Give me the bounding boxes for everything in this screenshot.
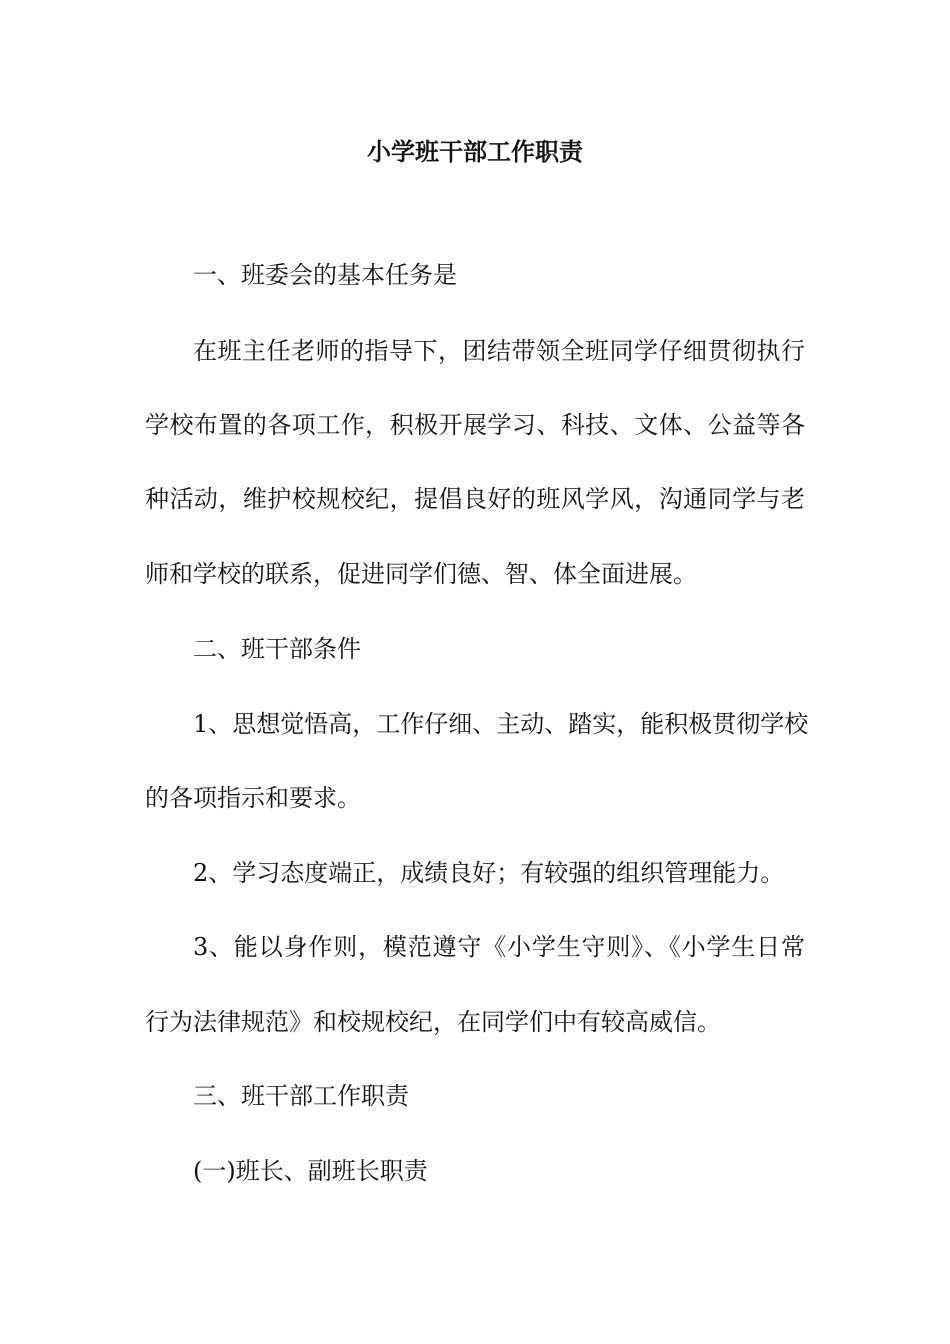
section-heading-1: 一、班委会的基本任务是 xyxy=(193,261,457,289)
paragraph-line: 师和学校的联系，促进同学们德、智、体全面进展。 xyxy=(145,560,697,588)
paragraph-line: 1、思想觉悟高，工作仔细、主动、踏实，能积极贯彻学校 xyxy=(193,710,809,738)
paragraph-line: 学校布置的各项工作，积极开展学习、科技、文体、公益等各 xyxy=(145,411,805,439)
section-heading-2: 二、班干部条件 xyxy=(193,635,361,663)
section-heading-3: 三、班干部工作职责 xyxy=(193,1082,409,1110)
paragraph-line: 3、能以身作则，模范遵守《小学生守则》、《小学生日常 xyxy=(193,933,805,961)
paragraph-line: 行为法律规范》和校规校纪，在同学们中有较高威信。 xyxy=(145,1008,721,1036)
paragraph-line: 的各项指示和要求。 xyxy=(145,784,361,812)
paragraph-line: 在班主任老师的指导下，团结带领全班同学仔细贯彻执行 xyxy=(193,337,805,365)
subsection-heading: (一)班长、副班长职责 xyxy=(193,1157,428,1185)
document-title: 小学班干部工作职责 xyxy=(367,137,583,166)
paragraph-line: 2、学习态度端正，成绩良好；有较强的组织管理能力。 xyxy=(193,859,785,887)
paragraph-line: 种活动，维护校规校纪，提倡良好的班风学风，沟通同学与老 xyxy=(145,485,805,513)
